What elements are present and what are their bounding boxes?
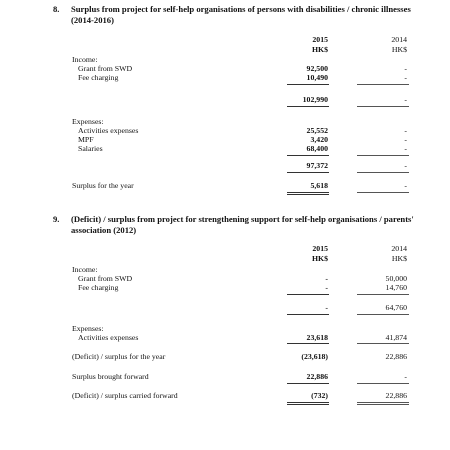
result-row-value-2014: 22,886 (385, 391, 407, 400)
income-row-value-2015: 10,490 (306, 73, 328, 82)
section-8-number: 8. (53, 4, 60, 14)
result-row-value-2014: 22,886 (385, 352, 407, 361)
income-total-2015: 102,990 (302, 95, 328, 104)
result-row-label: (Deficit) / surplus carried forward (72, 391, 178, 400)
rule (287, 155, 329, 156)
expense-row-value-2015: 3,420 (310, 135, 328, 144)
surplus-label: Surplus for the year (72, 181, 134, 190)
rule (287, 194, 329, 195)
rule (287, 84, 329, 85)
expense-row-value-2014: 41,874 (385, 333, 407, 342)
income-row-label: Fee charging (78, 73, 119, 82)
section-9-number: 9. (53, 214, 60, 224)
expense-row-value-2014: - (404, 126, 407, 135)
result-row-value-2014: - (404, 372, 407, 381)
rule (357, 172, 409, 173)
income-row-label: Grant from SWD (78, 64, 133, 73)
surplus-2014: - (404, 181, 407, 190)
rule (357, 192, 409, 193)
col-2014-unit: HK$ (391, 254, 407, 263)
income-row-value-2014: 50,000 (385, 274, 407, 283)
rule (357, 294, 409, 295)
income-row-value-2014: - (404, 73, 407, 82)
result-row-value-2015: (732) (311, 391, 328, 400)
section-8-heading-period: (2014-2016) (71, 15, 114, 25)
result-row-value-2015: 22,886 (306, 372, 328, 381)
rule (357, 84, 409, 85)
rule (287, 402, 329, 403)
rule (287, 404, 329, 405)
rule (287, 343, 329, 344)
rule (357, 383, 409, 384)
income-row-label: Grant from SWD (78, 274, 133, 283)
rule (357, 106, 409, 107)
col-2015-unit: HK$ (311, 45, 328, 54)
expense-row-value-2015: 25,552 (306, 126, 328, 135)
income-total-2015: - (325, 303, 328, 312)
expense-row-label: Activities expenses (78, 126, 139, 135)
expense-row-value-2014: - (404, 144, 407, 153)
result-row-value-2015: (23,618) (301, 352, 328, 361)
expense-total-2014: - (404, 161, 407, 170)
rule (287, 294, 329, 295)
income-row-value-2014: - (404, 64, 407, 73)
section-9-heading-cont: association (2012) (71, 225, 137, 235)
income-total-2014: 64,760 (385, 303, 407, 312)
col-2015-unit: HK$ (311, 254, 328, 263)
section-8-heading: Surplus from project for self-help organisations of persons with disabilities / chronic illnesses (71, 4, 411, 14)
col-2015-year: 2015 (312, 35, 328, 44)
expense-row-label: Salaries (78, 144, 103, 153)
income-row-value-2015: 92,500 (306, 64, 328, 73)
result-row-label: Surplus brought forward (72, 372, 149, 381)
rule (287, 106, 329, 107)
rule (287, 172, 329, 173)
col-2014-unit: HK$ (391, 45, 407, 54)
income-label: Income: (72, 55, 98, 64)
rule (287, 383, 329, 384)
rule (357, 343, 409, 344)
col-2015-year: 2015 (312, 244, 328, 253)
income-row-value-2014: 14,760 (385, 283, 407, 292)
col-2014-year: 2014 (391, 35, 407, 44)
rule (287, 192, 329, 193)
rule (357, 155, 409, 156)
rule (357, 402, 409, 403)
income-label: Income: (72, 265, 98, 274)
income-row-value-2015: - (325, 283, 328, 292)
section-9-heading: (Deficit) / surplus from project for strengthening support for self-help organisations / parents' (71, 214, 414, 224)
expenses-label: Expenses: (72, 117, 104, 126)
rule (357, 314, 409, 315)
rule (357, 404, 409, 405)
rule (287, 314, 329, 315)
expense-row-value-2015: 68,400 (306, 144, 328, 153)
col-2014-year: 2014 (391, 244, 407, 253)
income-row-value-2015: - (325, 274, 328, 283)
expense-row-value-2014: - (404, 135, 407, 144)
expenses-label: Expenses: (72, 324, 104, 333)
expense-total-2015: 97,372 (306, 161, 328, 170)
expense-row-value-2015: 23,618 (306, 333, 328, 342)
expense-row-label: MPF (78, 135, 94, 144)
result-row-label: (Deficit) / surplus for the year (72, 352, 166, 361)
income-row-label: Fee charging (78, 283, 119, 292)
income-total-2014: - (404, 95, 407, 104)
surplus-2015: 5,618 (310, 181, 328, 190)
expense-row-label: Activities expenses (78, 333, 139, 342)
